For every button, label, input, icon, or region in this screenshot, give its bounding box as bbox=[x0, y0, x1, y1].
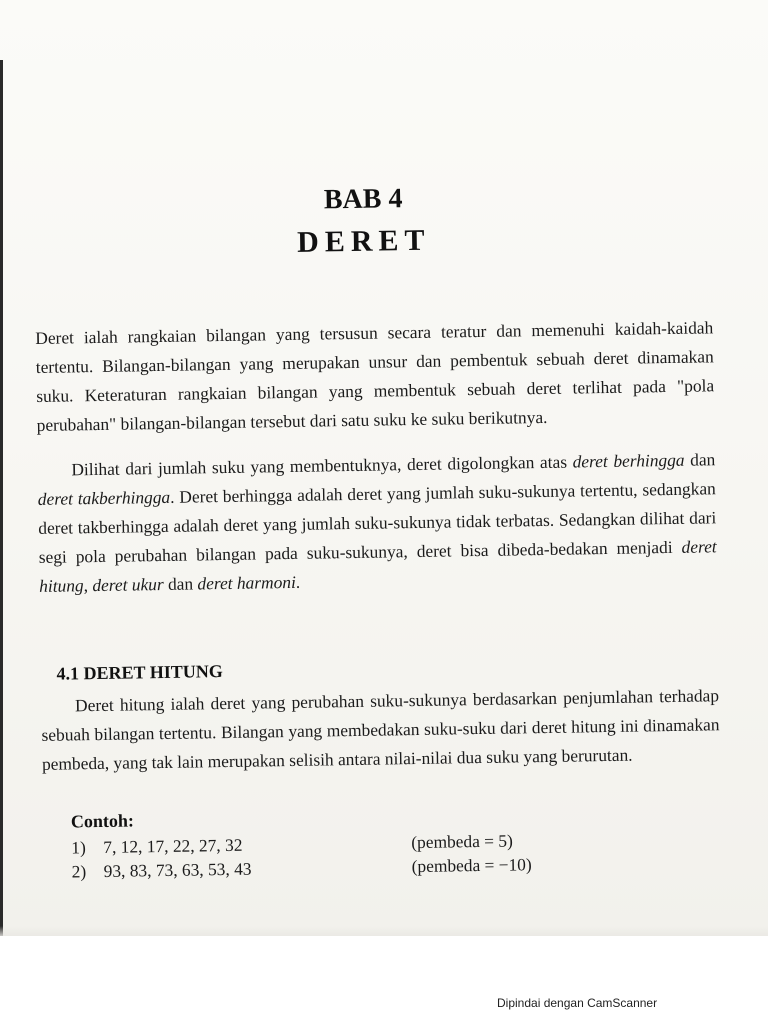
classification-text-1: Dilihat dari jumlah suku yang membentuknya, deret digolongkan atas bbox=[71, 451, 573, 480]
classification-paragraph bbox=[37, 445, 717, 601]
example-sequence: 93, 83, 73, 63, 53, 43 bbox=[103, 858, 252, 881]
term-finite-series: deret berhingga bbox=[572, 449, 685, 472]
example-note: (pembeda = 5) bbox=[411, 830, 513, 853]
scanner-watermark: Dipindai dengan CamScanner bbox=[497, 996, 658, 1010]
chapter-title: DERET bbox=[296, 223, 431, 259]
intro-paragraph: Deret ialah rangkaian bilangan yang tersusun secara teratur dan memenuhi kaidah-kaidah tertentu. Bilangan-bilangan yang merupakan unsur dan pembentuk sebuah deret dinamakan suku. Keteraturan rangkaian bilangan yang membentuk sebuah deret terlihat pada "pola perubahan" bilangan-bilangan tersebut dari satu suku ke suku berikutnya. bbox=[35, 317, 715, 435]
chapter-label: BAB 4 bbox=[323, 183, 403, 216]
examples-label: Contoh: bbox=[70, 810, 135, 832]
term-harmonic-series: deret harmoni bbox=[197, 571, 296, 594]
example-sequence: 7, 12, 17, 22, 27, 32 bbox=[103, 834, 243, 857]
term-infinite-series: deret takberhingga bbox=[37, 486, 171, 509]
example-note: (pembeda = −10) bbox=[411, 854, 532, 877]
classification-text-4: , bbox=[83, 575, 93, 596]
example-number: 1) bbox=[71, 837, 86, 858]
term-arithmetic-series: deret hitung bbox=[39, 536, 717, 596]
classification-text-3: . Deret berhingga adalah deret yang jumlah suku-sukunya tertentu, sedangkan deret takberhingga adalah deret yang jumlah suku-sukunya tidak terbatas. Sedangkan dilihat dari segi pola perubahan bilangan pada suku-sukunya, deret bisa dibeda-bedakan menjadi bbox=[38, 478, 717, 567]
page-bottom-edge bbox=[0, 926, 768, 936]
classification-text-6: . bbox=[295, 571, 301, 592]
classification-text-2: dan bbox=[684, 449, 716, 470]
classification-text-5: dan bbox=[163, 573, 198, 594]
term-geometric-series: deret ukur bbox=[92, 573, 164, 596]
section-paragraph: Deret hitung ialah deret yang perubahan suku-sukunya berdasarkan penjumlahan terhadap sebuah bilangan tertentu. Bilangan yang membedakan suku-suku dari deret hitung ini dinamakan pembeda, yang tak lain merupakan selisih antara nilai-nilai dua suku yang berurutan. bbox=[41, 685, 720, 774]
section-heading: 4.1 DERET HITUNG bbox=[56, 661, 223, 684]
example-number: 2) bbox=[71, 861, 87, 882]
page-edge-shadow bbox=[0, 60, 3, 936]
